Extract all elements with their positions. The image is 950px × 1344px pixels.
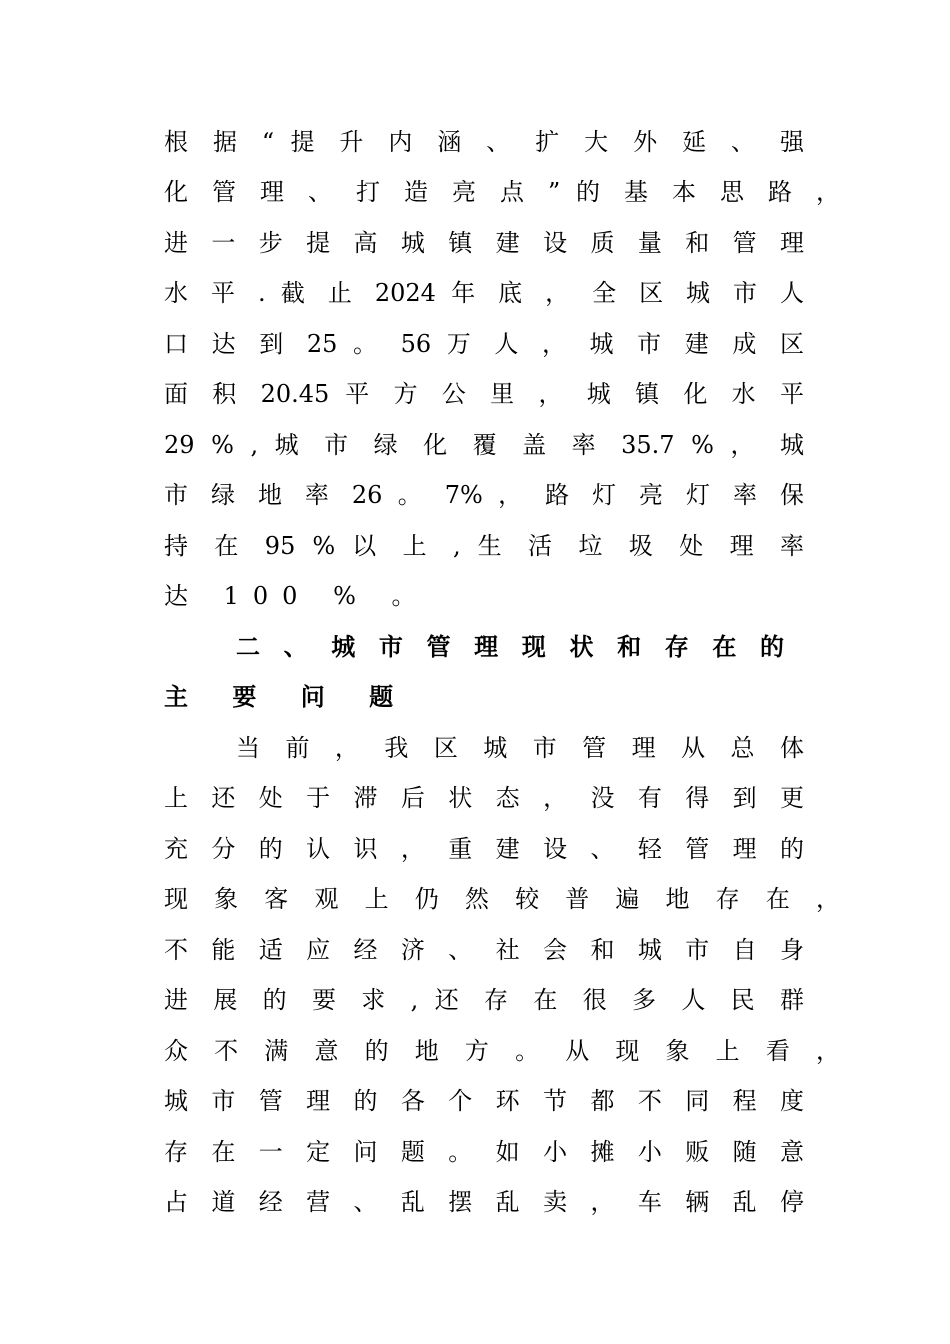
paragraph-2-line-4: 现 象 客 观 上 仍 然 较 普 遍 地 存 在 ，	[164, 885, 840, 913]
paragraph-1-line-4: 水 平 . 截 止 2024 年 底 ， 全 区 城 市 人	[164, 279, 804, 307]
paragraph-2-line-8: 城 市 管 理 的 各 个 环 节 都 不 同 程 度	[164, 1087, 804, 1115]
section-heading-line-1: 二 、 城 市 管 理 现 状 和 存 在 的	[236, 633, 784, 661]
paragraph-1-line-10: 达 100 % 。	[164, 582, 430, 610]
paragraph-2-line-9: 存 在 一 定 问 题 。 如 小 摊 小 贩 随 意	[164, 1138, 804, 1166]
paragraph-2-line-10: 占 道 经 营 、 乱 摆 乱 卖 ， 车 辆 乱 停	[164, 1188, 804, 1216]
paragraph-1-line-9: 持 在 95 % 以 上 , 生 活 垃 圾 处 理 率	[164, 532, 804, 560]
paragraph-1-line-8: 市 绿 地 率 26 。 7% ， 路 灯 亮 灯 率 保	[164, 481, 804, 509]
paragraph-2-line-2: 上 还 处 于 滞 后 状 态 ， 没 有 得 到 更	[164, 784, 804, 812]
paragraph-2-line-1: 当 前 ， 我 区 城 市 管 理 从 总 体	[236, 734, 804, 762]
paragraph-1-line-1: 根 据 “ 提 升 内 涵 、 扩 大 外 延 、 强	[164, 128, 804, 156]
paragraph-1-line-3: 进 一 步 提 高 城 镇 建 设 质 量 和 管 理	[164, 229, 804, 257]
paragraph-1-line-2: 化 管 理 、 打 造 亮 点 ” 的 基 本 思 路 ，	[164, 178, 840, 206]
paragraph-2-line-3: 充 分 的 认 识 ， 重 建 设 、 轻 管 理 的	[164, 835, 804, 863]
paragraph-2-line-6: 进 展 的 要 求 , 还 存 在 很 多 人 民 群	[164, 986, 804, 1014]
paragraph-1-line-7: 29 % , 城 市 绿 化 覆 盖 率 35.7 % ， 城	[164, 431, 804, 459]
paragraph-2-line-7: 众 不 满 意 的 地 方 。 从 现 象 上 看 ，	[164, 1037, 840, 1065]
paragraph-2-line-5: 不 能 适 应 经 济 、 社 会 和 城 市 自 身	[164, 936, 804, 964]
paragraph-1-line-5: 口 达 到 25 。 56 万 人 ， 城 市 建 成 区	[164, 330, 804, 358]
paragraph-1-line-6: 面 积 20.45 平 方 公 里 ， 城 镇 化 水 平	[164, 380, 804, 408]
section-heading-line-2: 主 要 问 题	[164, 683, 412, 711]
